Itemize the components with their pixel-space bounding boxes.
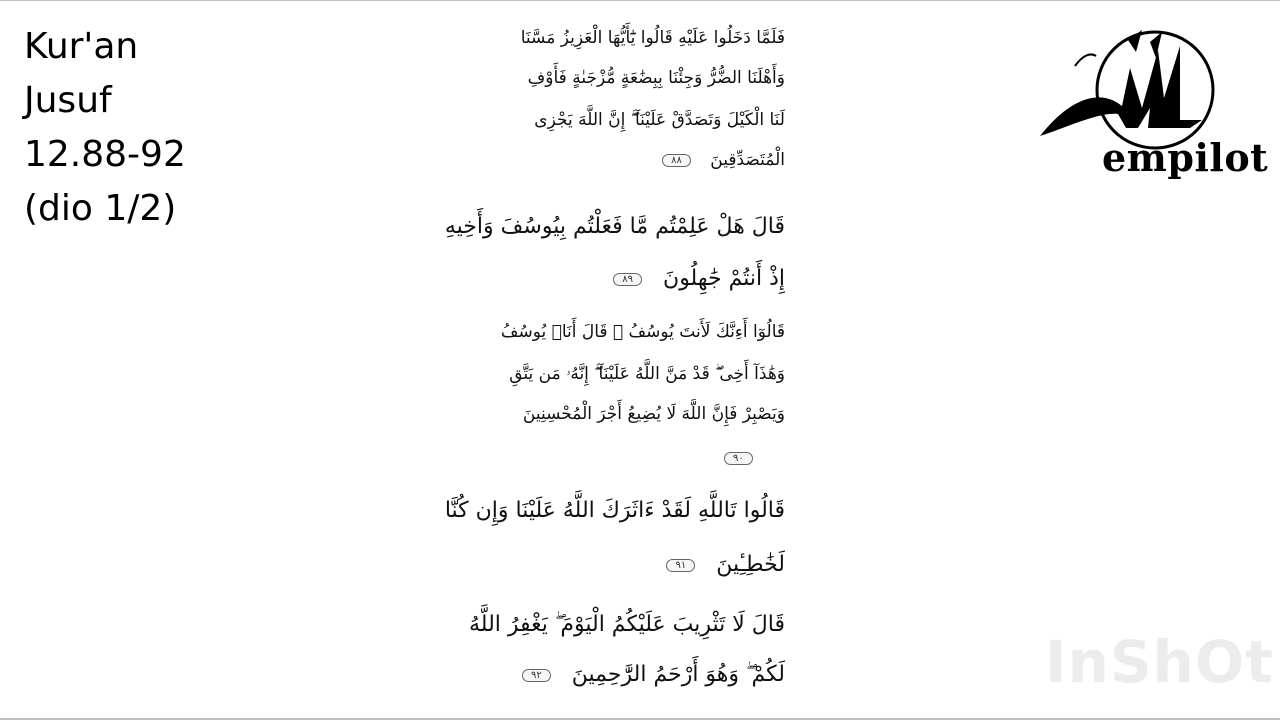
ayah-92-number-marker: ٩٢: [522, 669, 551, 682]
ayah-88-line-4: [662, 150, 785, 170]
ayah-90-line-2: وَهَٰذَآ أَخِى ۖ قَدْ مَنَّ اللَّهُ عَلَيْنَآ ۖ إِنَّهُۥ مَن يَتَّقِ: [509, 364, 785, 384]
ayah-88-line-2: وَأَهْلَنَا الضُّرُّ وَجِئْنَا بِبِضَٰعَةٍ مُّزْجَىٰةٍ فَأَوْفِ: [527, 68, 785, 88]
title-line-part: (dio 1/2): [24, 188, 177, 229]
ayah-89-number-marker: ٨٩: [613, 273, 642, 286]
title-line-quran: Kur'an: [24, 26, 139, 67]
inshot-watermark: InShOt: [1045, 628, 1274, 696]
ayah-88-line-1: فَلَمَّا دَخَلُوا عَلَيْهِ قَالُوا يَٰٓأَيُّهَا الْعَزِيزُ مَسَّنَا: [520, 28, 785, 48]
surah-title-block: [24, 20, 186, 236]
ayah-88-number-marker: ٨٨: [662, 154, 691, 167]
ayah-92-text: لَكُمْ ۖ وَهُوَ أَرْحَمُ الرَّٰحِمِينَ: [571, 662, 785, 687]
title-line-verses: 12.88-92: [24, 134, 186, 175]
ayah-88-text: الْمُتَصَدِّقِينَ: [710, 150, 785, 170]
ayah-90-line-1: قَالُوٓا أَءِنَّكَ لَأَنتَ يُوسُفُ ۖ قَالَ أَنَا۠ يُوسُفُ: [500, 322, 785, 342]
ayah-91-text: لَخَٰطِـِٔينَ: [716, 552, 785, 577]
ayah-91-line-2: [666, 552, 785, 577]
ayah-89-line-2: [613, 266, 785, 291]
ayah-88-line-3: لَنَا الْكَيْلَ وَتَصَدَّقْ عَلَيْنَآ ۖ إِنَّ اللَّهَ يَجْزِى: [534, 110, 785, 130]
ayah-91-number-marker: ٩١: [666, 559, 695, 572]
ayah-89-text: إِذْ أَنتُمْ جَٰهِلُونَ: [663, 266, 785, 291]
ayah-92-line-1: قَالَ لَا تَثْرِيبَ عَلَيْكُمُ الْيَوْمَ ۖ يَغْفِرُ اللَّهُ: [468, 612, 785, 637]
ayah-91-line-1: قَالُوا تَاللَّهِ لَقَدْ ءَاثَرَكَ اللَّهُ عَلَيْنَا وَإِن كُنَّا: [444, 498, 785, 523]
ayah-90-number-marker: ٩٠: [724, 452, 753, 465]
top-border: [0, 0, 1280, 1]
ayah-89-line-1: قَالَ هَلْ عَلِمْتُم مَّا فَعَلْتُم بِيُوسُفَ وَأَخِيهِ: [444, 214, 785, 239]
ayah-92-line-2: [522, 662, 785, 687]
logo-text: empilot: [1102, 135, 1269, 180]
ayah-90-line-3: وَيَصْبِرْ فَإِنَّ اللَّهَ لَا يُضِيعُ أَجْرَ الْمُحْسِنِينَ: [522, 404, 785, 424]
quran-verses: [444, 20, 800, 710]
title-line-surah: Jusuf: [24, 80, 112, 121]
